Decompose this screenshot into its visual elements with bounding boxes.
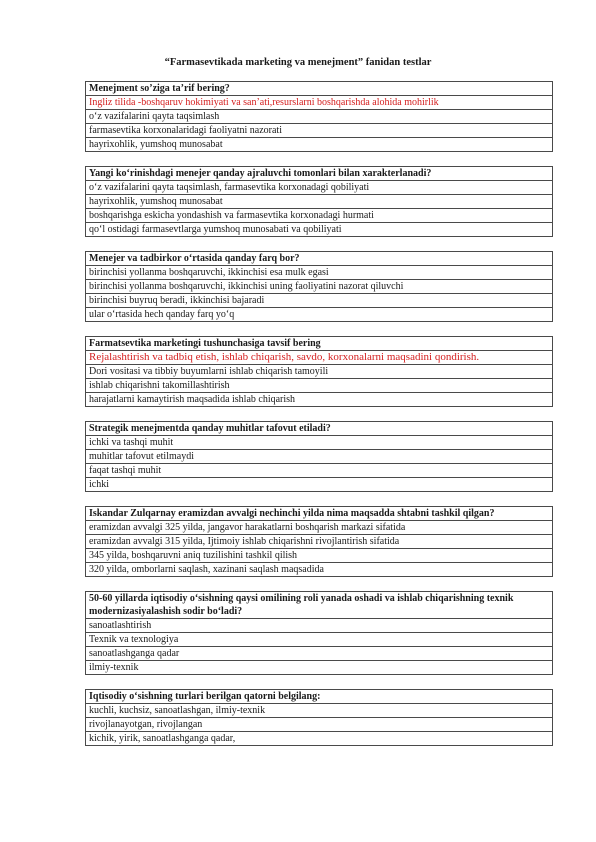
answer-option: birinchisi yollanma boshqaruvchi, ikkinchisi esa mulk egasi bbox=[86, 266, 553, 280]
question-block-7 bbox=[85, 591, 553, 675]
answer-option: eramizdan avvalgi 315 yilda, Ijtimoiy ishlab chiqarishni rivojlantirish sifatida bbox=[86, 535, 553, 549]
answer-option: kuchli, kuchsiz, sanoatlashgan, ilmiy-texnik bbox=[86, 704, 553, 718]
answer-option-correct: Rejalashtirish va tadbiq etish, ishlab chiqarish, savdo, korxonalarni maqsadini qondirish. bbox=[86, 351, 553, 365]
question-text: Menejment so’ziga ta’rif bering? bbox=[86, 82, 553, 96]
answer-option: Texnik va texnologiya bbox=[86, 633, 553, 647]
answer-option: eramizdan avvalgi 325 yilda, jangavor harakatlarni boshqarish markazi sifatida bbox=[86, 521, 553, 535]
answer-option: birinchisi yollanma boshqaruvchi, ikkinchisi uning faoliyatini nazorat qiluvchi bbox=[86, 280, 553, 294]
answer-option: ilmiy-texnik bbox=[86, 661, 553, 675]
document-title: “Farmasevtikada marketing va menejment” fanidan testlar bbox=[164, 57, 432, 68]
answer-option: ular o‘rtasida hech qanday farq yo‘q bbox=[86, 308, 553, 322]
question-text: 50-60 yillarda iqtisodiy o‘sishning qaysi omilining roli yanada oshadi va ishlab chiqarishning texnik modernizasiyalashish sodir bo‘ladi? bbox=[86, 592, 553, 619]
answer-option-correct: Ingliz tilida -boshqaruv hokimiyati va san’ati,resurslarni boshqarishda alohida mohirlik bbox=[86, 96, 553, 110]
answer-option: o‘z vazifalarini qayta taqsimlash, farmasevtika korxonadagi qobiliyati bbox=[86, 181, 553, 195]
question-text: Iqtisodiy o‘sishning turlari berilgan qatorni belgilang: bbox=[86, 690, 553, 704]
answer-option: birinchisi buyruq beradi, ikkinchisi bajaradi bbox=[86, 294, 553, 308]
question-text: Strategik menejmentda qanday muhitlar tafovut etiladi? bbox=[86, 422, 553, 436]
answer-option: boshqarishga eskicha yondashish va farmasevtika korxonadagi hurmati bbox=[86, 209, 553, 223]
answer-option: harajatlarni kamaytirish maqsadida ishlab chiqarish bbox=[86, 393, 553, 407]
answer-option: muhitlar tafovut etilmaydi bbox=[86, 450, 553, 464]
question-block-8 bbox=[85, 689, 553, 746]
answer-option: faqat tashqi muhit bbox=[86, 464, 553, 478]
answer-option: ichki bbox=[86, 478, 553, 492]
answer-option: rivojlanayotgan, rivojlangan bbox=[86, 718, 553, 732]
answer-option: Dori vositasi va tibbiy buyumlarni ishlab chiqarish tamoyili bbox=[86, 365, 553, 379]
question-text: Farmatsevtika marketingi tushunchasiga tavsif bering bbox=[86, 337, 553, 351]
question-block-4 bbox=[85, 336, 553, 407]
answer-option: sanoatlashtirish bbox=[86, 619, 553, 633]
question-block-1 bbox=[85, 81, 553, 152]
question-text: Iskandar Zulqarnay eramizdan avvalgi nechinchi yilda nima maqsadda shtabni tashkil qilgan? bbox=[86, 507, 553, 521]
answer-option: o‘z vazifalarini qayta taqsimlash bbox=[86, 110, 553, 124]
question-block-6 bbox=[85, 506, 553, 577]
question-text: Yangi ko‘rinishdagi menejer qanday ajraluvchi tomonlari bilan xarakterlanadi? bbox=[86, 167, 553, 181]
question-text: Menejer va tadbirkor o‘rtasida qanday farq bor? bbox=[86, 252, 553, 266]
answer-option: 345 yilda, boshqaruvni aniq tuzilishini tashkil qilish bbox=[86, 549, 553, 563]
answer-option: hayrixohlik, yumshoq munosabat bbox=[86, 195, 553, 209]
answer-option: hayrixohlik, yumshoq munosabat bbox=[86, 138, 553, 152]
answer-option: farmasevtika korxonalaridagi faoliyatni nazorati bbox=[86, 124, 553, 138]
answer-option: kichik, yirik, sanoatlashganga qadar, bbox=[86, 732, 553, 746]
answer-option: qo‘l ostidagi farmasevtlarga yumshoq munosabati va qobiliyati bbox=[86, 223, 553, 237]
question-block-3 bbox=[85, 251, 553, 322]
question-block-5 bbox=[85, 421, 553, 492]
question-block-2 bbox=[85, 166, 553, 237]
answer-option: ichki va tashqi muhit bbox=[86, 436, 553, 450]
answer-option: sanoatlashganga qadar bbox=[86, 647, 553, 661]
answer-option: ishlab chiqarishni takomillashtirish bbox=[86, 379, 553, 393]
question-list bbox=[85, 81, 553, 760]
answer-option: 320 yilda, omborlarni saqlash, xazinani saqlash maqsadida bbox=[86, 563, 553, 577]
